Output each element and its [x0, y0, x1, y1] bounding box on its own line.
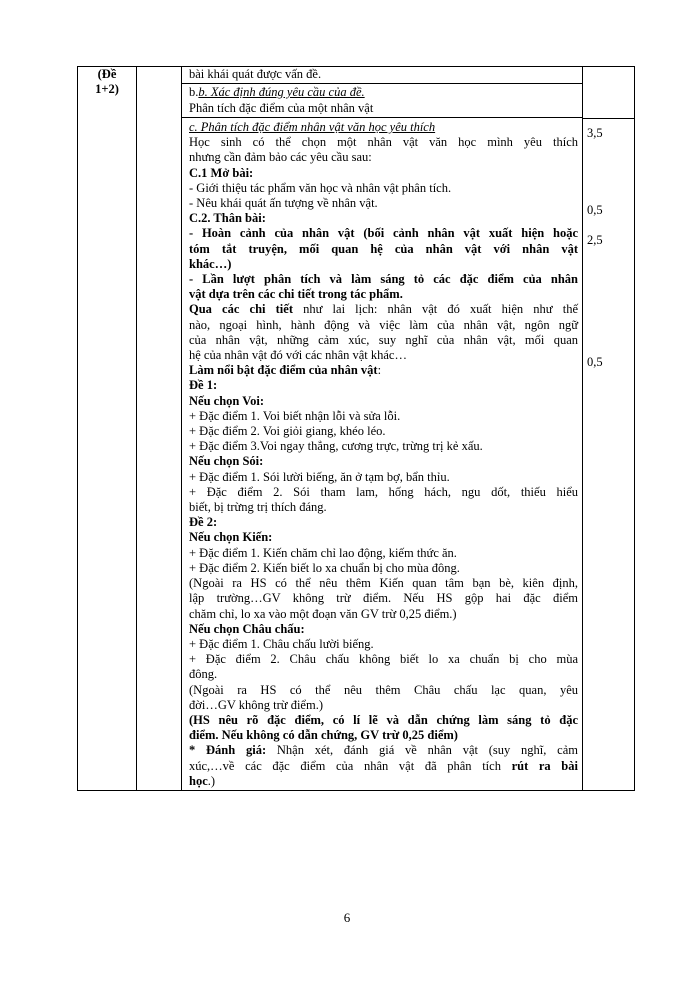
- kien-note-2: lập trường…GV không trừ điểm. Nếu HS gộp hai đặc điểm: [189, 591, 578, 606]
- soi-title: Nếu chọn Sói:: [189, 454, 264, 469]
- hoan-canh-line-1: - Hoàn cảnh của nhân vật (bối cảnh nhân vật xuất hiện hoặc: [189, 226, 578, 241]
- voi-item-3: + Đặc điểm 3.Voi ngay thẳng, cương trực, trừng trị kẻ xấu.: [189, 439, 483, 454]
- c1-title: C.1 Mở bài:: [189, 165, 254, 180]
- page-number: 6: [343, 910, 351, 925]
- lan-luot-line-1: - Lần lượt phân tích và làm sáng tỏ các đặc điểm của nhân: [189, 272, 578, 287]
- soi-item-2b: biết, bị trừng trị thích đáng.: [189, 500, 327, 515]
- hs-note-2: điểm. Nếu không có dẫn chứng, GV trừ 0,25 điểm): [189, 728, 458, 743]
- qua-chi-tiet-line-3: của nhân vật, những cảm xúc, suy nghĩ của nhân vật, mối quan: [189, 332, 578, 347]
- score-chi-tiet: 0,5: [587, 355, 603, 369]
- chau-chau-item-1: + Đặc điểm 1. Châu chấu lười biếng.: [189, 636, 374, 651]
- chau-chau-note-1: (Ngoài ra HS có thể nêu thêm Châu chấu lạc quan, yêu: [189, 682, 578, 697]
- kien-item-1: + Đặc điểm 1. Kiến chăm chỉ lao động, kiếm thức ăn.: [189, 545, 457, 560]
- top-block: [182, 67, 582, 118]
- hoan-canh-line-2: tóm tắt truyện, mối quan hệ của nhân vật với nhân vật: [189, 241, 578, 256]
- soi-item-2a: + Đặc điểm 2. Sói tham lam, hống hách, ngu dốt, thiếu hiểu: [189, 484, 578, 499]
- qua-chi-tiet-line-2: nào, ngoại hình, hành động và việc làm của nhân vật, ngôn ngữ: [189, 317, 578, 332]
- kien-title: Nếu chọn Kiến:: [189, 530, 273, 545]
- kien-note-3: chăm chỉ, lo xa vào một đoạn văn GV trừ 0,25 điểm.): [189, 606, 457, 621]
- main-block: [182, 118, 582, 790]
- de1-label: Đề 1:: [189, 378, 218, 393]
- content-cell: [182, 67, 583, 791]
- intro-line-1: Học sinh có thể chọn một nhân vật văn học mình yêu thích: [189, 135, 578, 150]
- row-xac-dinh: b.b. Xác định đúng yêu cầu của đề.: [189, 85, 365, 99]
- voi-title: Nếu chọn Voi:: [189, 393, 265, 408]
- voi-item-2: + Đặc điểm 2. Voi giỏi giang, khéo léo.: [189, 424, 386, 439]
- chau-chau-note-2: đời…GV không trừ điểm.): [189, 697, 323, 712]
- chau-chau-title: Nếu chọn Châu chấu:: [189, 621, 305, 636]
- c1-item-b: - Nêu khái quát ấn tượng về nhân vật.: [189, 196, 378, 211]
- kien-note-1: (Ngoài ra HS có thể nêu thêm Kiến quan tâm bạn bè, kiên định,: [189, 576, 578, 591]
- score-cell: [583, 67, 635, 791]
- de2-label: Đề 2:: [189, 515, 218, 530]
- row-phan-tich: Phân tích đặc điểm của một nhân vật: [189, 101, 374, 115]
- danh-gia-line-3: học.): [189, 773, 216, 788]
- blank-column-cell: [137, 67, 182, 791]
- lan-luot-line-2: vật dựa trên các chi tiết trong tác phẩm.: [189, 287, 403, 302]
- heading-c: c. Phân tích đặc điểm nhân vật văn học yêu thích: [189, 120, 436, 134]
- qua-chi-tiet-line-1: Qua các chi tiết như lai lịch: nhân vật đó xuất hiện như thế: [189, 302, 578, 317]
- soi-item-1: + Đặc điểm 1. Sói lười biếng, ăn ở tạm bợ, bẩn thỉu.: [189, 469, 450, 484]
- danh-gia-line-2: xúc,…về các đặc điểm của nhân vật đã phân tích rút ra bài: [189, 758, 578, 773]
- c1-item-a: - Giới thiệu tác phẩm văn học và nhân vật phân tích.: [189, 180, 452, 195]
- rubric-table: [77, 66, 635, 791]
- de-cell: [78, 67, 137, 791]
- chau-chau-item-2a: + Đặc điểm 2. Châu chấu không biết lo xa chuẩn bị cho mùa: [189, 652, 578, 667]
- row-khai-quat: bài khái quát được vấn đề.: [189, 67, 322, 81]
- score-top-box: [583, 67, 634, 119]
- intro-line-2: nhưng cần đảm bảo các yêu cầu sau:: [189, 150, 372, 165]
- score-than-bai: 2,5: [587, 233, 603, 247]
- qua-chi-tiet-line-4: hệ của nhân vật đó với các nhân vật khác…: [189, 348, 407, 363]
- hoan-canh-line-3: khác…): [189, 256, 232, 271]
- chau-chau-item-2b: đông.: [189, 667, 218, 682]
- c2-title: C.2. Thân bài:: [189, 211, 266, 226]
- voi-item-1: + Đặc điểm 1. Voi biết nhận lỗi và sửa lỗi.: [189, 408, 401, 423]
- lam-noi-bat: Làm nổi bật đặc điểm của nhân vật:: [189, 363, 382, 378]
- de-label: (Đề 1+2): [95, 67, 119, 96]
- kien-item-2: + Đặc điểm 2. Kiến biết lo xa chuẩn bị cho mùa đông.: [189, 560, 460, 575]
- danh-gia-line-1: * Đánh giá: Nhận xét, đánh giá về nhân vật (suy nghĩ, cảm: [189, 743, 578, 758]
- score-mo-bai: 0,5: [587, 203, 603, 217]
- score-c: 3,5: [587, 126, 603, 140]
- hs-note-1: (HS nêu rõ đặc điểm, có lí lẽ và dẫn chứng làm sáng tỏ đặc: [189, 712, 578, 727]
